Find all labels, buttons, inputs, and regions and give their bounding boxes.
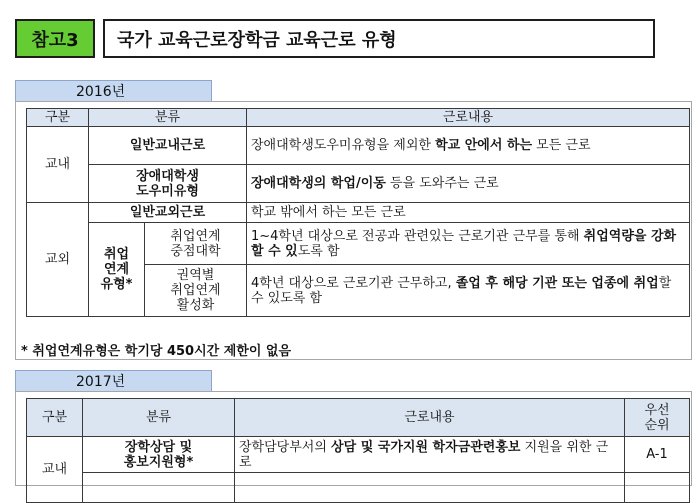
table-row xyxy=(27,203,690,223)
header-classification: 분류 xyxy=(89,109,247,127)
page-title: 국가 교육근로장학금 교육근로 유형 xyxy=(103,19,655,58)
focus-univ-label: 취업연계 중점대학 xyxy=(145,223,247,265)
year-tab-2017: 2017년 xyxy=(15,370,212,392)
empty-cell xyxy=(625,473,690,503)
table-header-row xyxy=(27,399,690,437)
page-header xyxy=(15,19,655,58)
regional-label: 권역별 취업연계 활성화 xyxy=(145,265,247,317)
focus-univ-content: 1~4학년 대상으로 전공과 관련있는 근로기관 근무를 통해 취업역량을 강화할 수 있도록 함 xyxy=(247,223,690,265)
employment-group-cell: 취업 연계 유형* xyxy=(89,223,145,317)
general-in-label: 일반교내근로 xyxy=(89,127,247,165)
table-row xyxy=(27,223,690,265)
reference-badge: 참고3 xyxy=(15,19,95,58)
scholarship-label: 장학상담 및 홍보지원형* xyxy=(83,437,235,473)
scholarship-priority: A-1 xyxy=(625,437,690,473)
empty-cell xyxy=(235,473,625,503)
header-category: 구분 xyxy=(27,399,83,437)
table-row xyxy=(27,437,690,473)
header-classification: 분류 xyxy=(83,399,235,437)
footnote: * 취업연계유형은 학기당 450시간 제한이 없음 xyxy=(21,344,292,359)
year-tab-2016: 2016년 xyxy=(15,80,212,102)
campus-out-cell: 교외 xyxy=(27,203,89,317)
general-out-label: 일반교외근로 xyxy=(89,203,247,223)
header-content: 근로내용 xyxy=(247,109,690,127)
table-row xyxy=(27,127,690,165)
regional-content: 4학년 대상으로 근로기관 근무하고, 졸업 후 해당 기관 또는 업종에 취업할 수 있도록 함 xyxy=(247,265,690,317)
header-category: 구분 xyxy=(27,109,89,127)
disabled-helper-label: 장애대학생 도우미유형 xyxy=(89,165,247,203)
table-2017 xyxy=(26,398,690,503)
disabled-helper-content: 장애대학생의 학업/이동 등을 도와주는 근로 xyxy=(247,165,690,203)
campus-in-cell: 교내 xyxy=(27,437,83,503)
header-content: 근로내용 xyxy=(235,399,625,437)
table-row xyxy=(27,165,690,203)
header-priority: 우선 순위 xyxy=(625,399,690,437)
campus-in-cell: 교내 xyxy=(27,127,89,203)
general-in-content: 장애대학생도우미유형을 제외한 학교 안에서 하는 모든 근로 xyxy=(247,127,690,165)
table-header-row xyxy=(27,109,690,127)
table-row xyxy=(27,473,690,503)
scholarship-content: 장학담당부서의 상담 및 국가지원 학자금관련홍보 지원을 위한 근로 xyxy=(235,437,625,473)
empty-cell xyxy=(83,473,235,503)
table-2016 xyxy=(26,108,690,317)
general-out-content: 학교 밖에서 하는 모든 근로 xyxy=(247,203,690,223)
